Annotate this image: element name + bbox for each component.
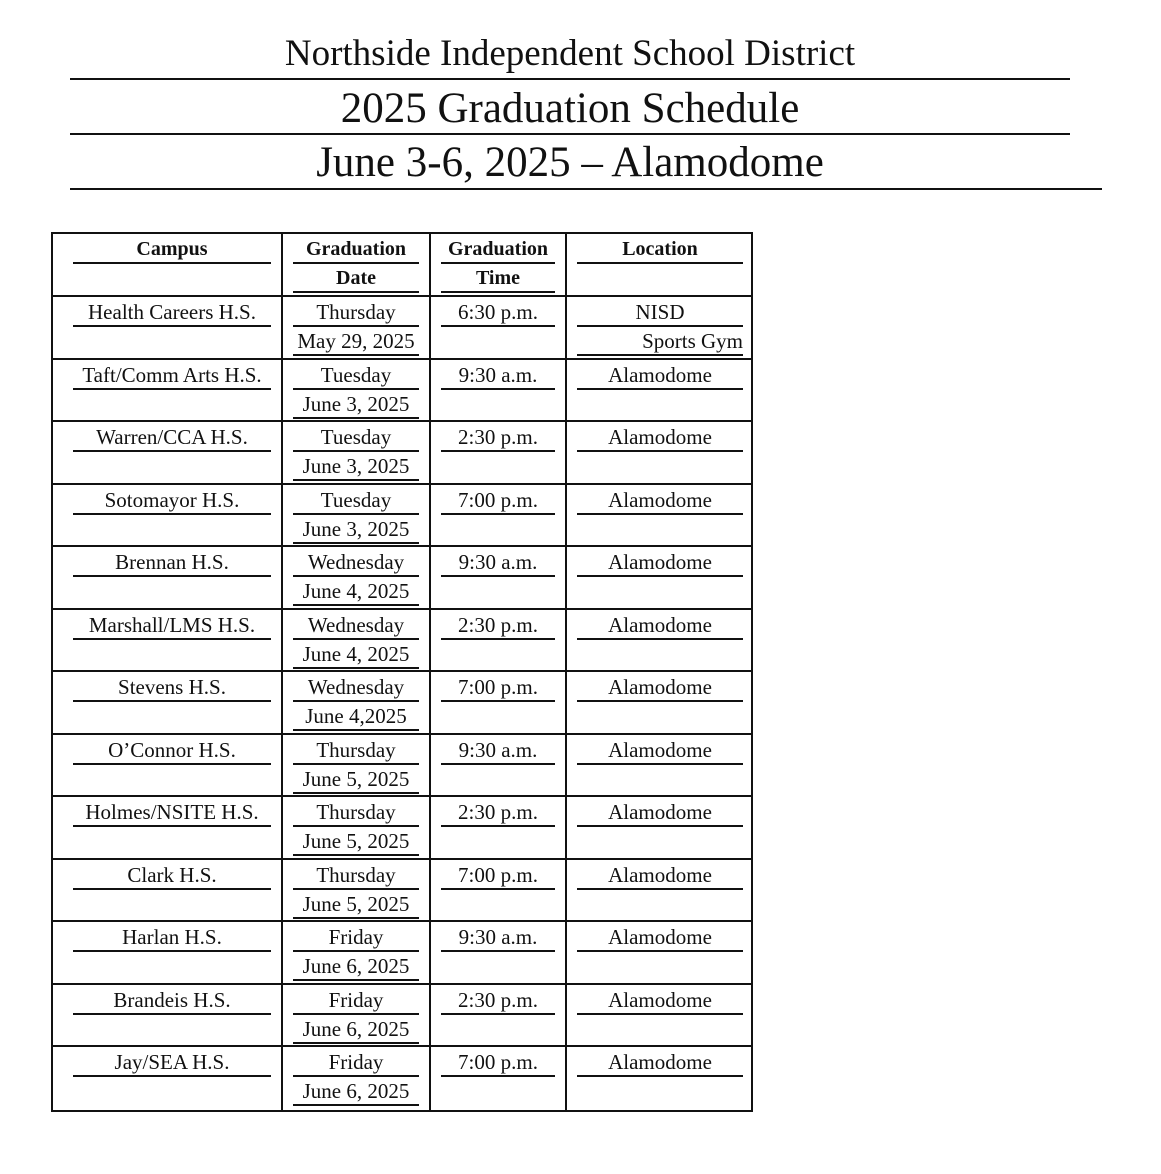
date-cell (283, 547, 431, 608)
date-cell (283, 422, 431, 483)
time-cell (431, 797, 567, 858)
header-graduation-time (431, 234, 567, 295)
schedule-title: 2025 Graduation Schedule (340, 85, 800, 132)
title-rule-3 (70, 188, 1102, 190)
campus-cell (53, 610, 283, 671)
title-rule-1 (70, 78, 1070, 80)
time-cell (431, 1047, 567, 1110)
graduation-time: 2:30 p.m. (441, 799, 555, 827)
graduation-time: 2:30 p.m. (441, 424, 555, 452)
location-cell (567, 735, 751, 796)
location-cell (567, 860, 751, 921)
location-name: Alamodome (577, 799, 743, 827)
campus-name: Harlan H.S. (73, 924, 271, 952)
location-cell (567, 797, 751, 858)
graduation-date: June 5, 2025 (293, 891, 419, 919)
graduation-day: Thursday (293, 299, 419, 327)
location-cell (567, 297, 751, 358)
location-name: Alamodome (577, 487, 743, 515)
table-row (53, 485, 751, 548)
location-name: NISD (577, 299, 743, 327)
date-cell (283, 797, 431, 858)
campus-cell (53, 547, 283, 608)
graduation-date: June 4,2025 (293, 703, 419, 731)
location-name-line-2: Sports Gym (577, 328, 743, 356)
campus-cell (53, 422, 283, 483)
location-cell (567, 1047, 751, 1110)
graduation-day: Thursday (293, 799, 419, 827)
date-cell (283, 610, 431, 671)
campus-name: Warren/CCA H.S. (73, 424, 271, 452)
location-cell (567, 360, 751, 421)
graduation-date: June 3, 2025 (293, 391, 419, 419)
graduation-date: June 3, 2025 (293, 516, 419, 544)
location-cell (567, 672, 751, 733)
location-name: Alamodome (577, 737, 743, 765)
graduation-day: Thursday (293, 862, 419, 890)
graduation-time: 9:30 a.m. (441, 737, 555, 765)
table-row (53, 360, 751, 423)
graduation-day: Tuesday (293, 487, 419, 515)
time-cell (431, 672, 567, 733)
graduation-day: Wednesday (293, 612, 419, 640)
graduation-day: Tuesday (293, 362, 419, 390)
time-cell (431, 922, 567, 983)
graduation-day: Thursday (293, 737, 419, 765)
time-cell (431, 985, 567, 1046)
date-cell (283, 485, 431, 546)
date-cell (283, 360, 431, 421)
graduation-time: 7:00 p.m. (441, 862, 555, 890)
graduation-time: 9:30 a.m. (441, 362, 555, 390)
campus-cell (53, 297, 283, 358)
graduation-day: Friday (293, 1049, 419, 1077)
date-cell (283, 860, 431, 921)
campus-name: Sotomayor H.S. (73, 487, 271, 515)
campus-cell (53, 735, 283, 796)
table-row (53, 985, 751, 1048)
location-name: Alamodome (577, 612, 743, 640)
graduation-schedule-table (51, 232, 753, 1112)
date-cell (283, 735, 431, 796)
graduation-day: Tuesday (293, 424, 419, 452)
location-cell (567, 985, 751, 1046)
location-name: Alamodome (577, 424, 743, 452)
campus-cell (53, 485, 283, 546)
table-row (53, 860, 751, 923)
campus-name: Jay/SEA H.S. (73, 1049, 271, 1077)
graduation-time: 7:00 p.m. (441, 1049, 555, 1077)
table-row (53, 672, 751, 735)
campus-name: Health Careers H.S. (73, 299, 271, 327)
time-cell (431, 547, 567, 608)
location-name: Alamodome (577, 924, 743, 952)
time-cell (431, 422, 567, 483)
table-row (53, 422, 751, 485)
graduation-date: June 5, 2025 (293, 766, 419, 794)
header-label: Time (441, 265, 555, 293)
location-name: Alamodome (577, 549, 743, 577)
graduation-time: 7:00 p.m. (441, 487, 555, 515)
graduation-time: 2:30 p.m. (441, 987, 555, 1015)
graduation-day: Friday (293, 987, 419, 1015)
graduation-date: June 5, 2025 (293, 828, 419, 856)
graduation-date: June 4, 2025 (293, 641, 419, 669)
location-cell (567, 485, 751, 546)
graduation-date: June 6, 2025 (293, 1016, 419, 1044)
table-row (53, 1047, 751, 1110)
table-row (53, 797, 751, 860)
table-header-row (53, 234, 751, 297)
header-location (567, 234, 751, 295)
campus-name: O’Connor H.S. (73, 737, 271, 765)
time-cell (431, 735, 567, 796)
table-row (53, 922, 751, 985)
table-row (53, 297, 751, 360)
campus-name: Brandeis H.S. (73, 987, 271, 1015)
graduation-time: 9:30 a.m. (441, 924, 555, 952)
campus-name: Brennan H.S. (73, 549, 271, 577)
location-name: Alamodome (577, 987, 743, 1015)
graduation-time: 6:30 p.m. (441, 299, 555, 327)
table-row (53, 547, 751, 610)
header-label: Graduation (441, 236, 555, 264)
header-label: Graduation (293, 236, 419, 264)
time-cell (431, 360, 567, 421)
date-cell (283, 672, 431, 733)
campus-cell (53, 922, 283, 983)
graduation-date: June 3, 2025 (293, 453, 419, 481)
title-rule-2 (70, 133, 1070, 135)
campus-cell (53, 360, 283, 421)
header-label: Location (577, 236, 743, 264)
graduation-time: 7:00 p.m. (441, 674, 555, 702)
campus-cell (53, 860, 283, 921)
graduation-date: June 6, 2025 (293, 953, 419, 981)
table-row (53, 735, 751, 798)
campus-name: Clark H.S. (73, 862, 271, 890)
time-cell (431, 610, 567, 671)
graduation-day: Friday (293, 924, 419, 952)
campus-cell (53, 1047, 283, 1110)
time-cell (431, 297, 567, 358)
location-cell (567, 422, 751, 483)
campus-name: Stevens H.S. (73, 674, 271, 702)
campus-cell (53, 672, 283, 733)
time-cell (431, 860, 567, 921)
header-campus (53, 234, 283, 295)
campus-cell (53, 797, 283, 858)
campus-name: Holmes/NSITE H.S. (73, 799, 271, 827)
table-row (53, 610, 751, 673)
location-name: Alamodome (577, 362, 743, 390)
location-cell (567, 610, 751, 671)
location-name: Alamodome (577, 674, 743, 702)
date-cell (283, 297, 431, 358)
time-cell (431, 485, 567, 546)
schedule-subtitle: June 3-6, 2025 – Alamodome (316, 139, 824, 186)
campus-name: Marshall/LMS H.S. (73, 612, 271, 640)
graduation-day: Wednesday (293, 674, 419, 702)
graduation-date: June 4, 2025 (293, 578, 419, 606)
header-label: Campus (73, 236, 271, 264)
date-cell (283, 985, 431, 1046)
graduation-date: May 29, 2025 (293, 328, 419, 356)
graduation-time: 9:30 a.m. (441, 549, 555, 577)
graduation-date: June 6, 2025 (293, 1078, 419, 1106)
campus-name: Taft/Comm Arts H.S. (73, 362, 271, 390)
graduation-time: 2:30 p.m. (441, 612, 555, 640)
header-graduation-date (283, 234, 431, 295)
location-cell (567, 922, 751, 983)
date-cell (283, 1047, 431, 1110)
location-name: Alamodome (577, 1049, 743, 1077)
location-name: Alamodome (577, 862, 743, 890)
graduation-day: Wednesday (293, 549, 419, 577)
header-label: Date (293, 265, 419, 293)
campus-cell (53, 985, 283, 1046)
district-name: Northside Independent School District (284, 33, 856, 74)
date-cell (283, 922, 431, 983)
location-cell (567, 547, 751, 608)
